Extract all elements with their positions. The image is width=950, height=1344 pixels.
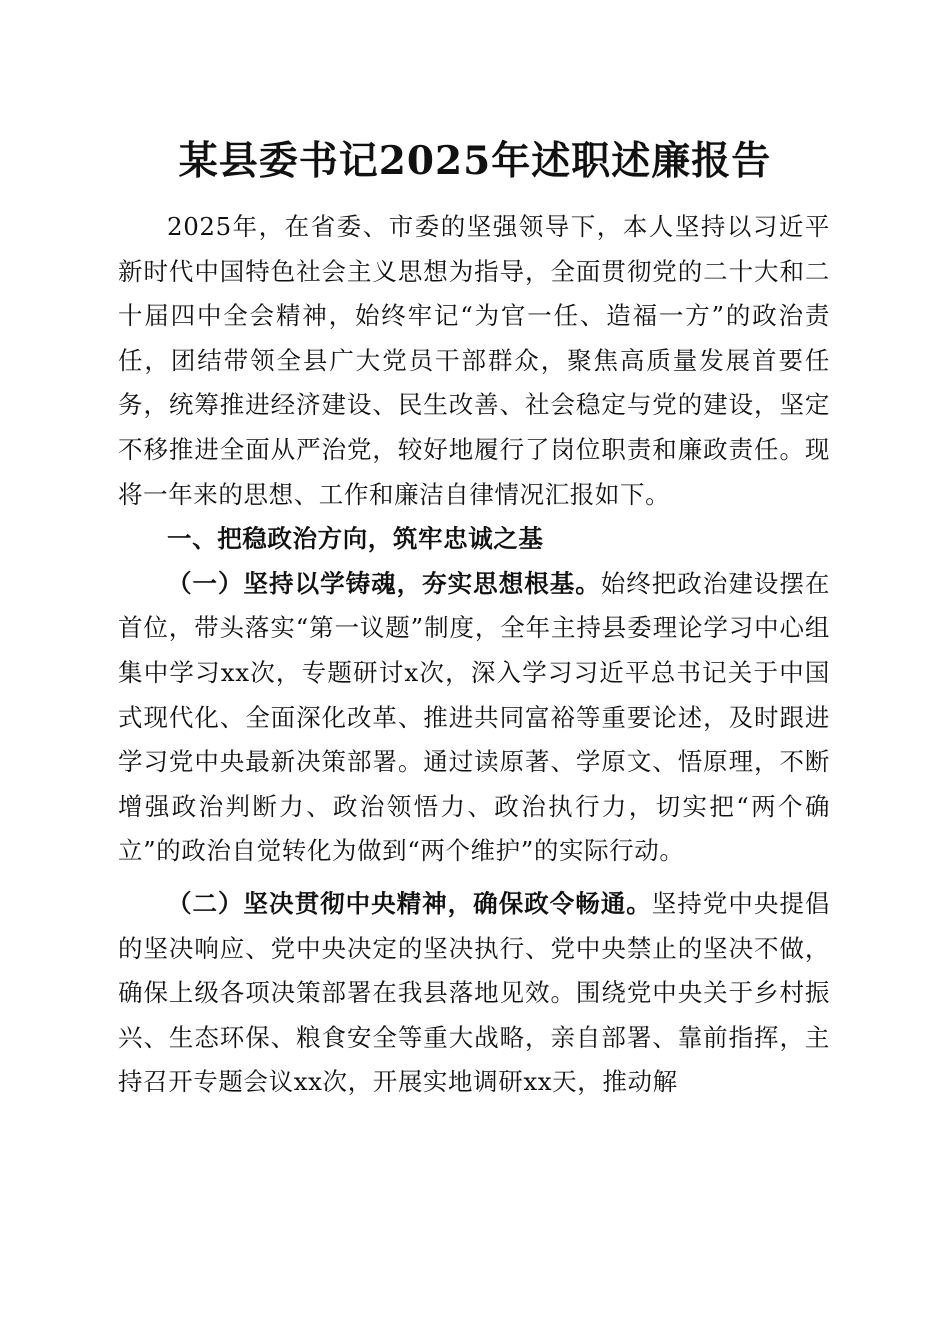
document-body	[118, 205, 830, 1105]
intro-paragraph: 2025年，在省委、市委的坚强领导下，本人坚持以习近平新时代中国特色社会主义思想为指导，全面贯彻党的二十大和二十届四中全会精神，始终牢记“为官一任、造福一方”的政治责任，团结带领全县广大党员干部群众，聚焦高质量发展首要任务，统筹推进经济建设、民生改善、社会稳定与党的建设，坚定不移推进全面从严治党，较好地履行了岗位职责和廉政责任。现将一年来的思想、工作和廉洁自律情况汇报如下。	[118, 212, 830, 509]
item-text-2: 坚持党中央提倡的坚决响应、党中央决定的坚决执行、党中央禁止的坚决不做，确保上级各项决策部署在我县落地见效。围绕党中央关于乡村振兴、生态环保、粮食安全等重大战略，亲自部署、靠前指挥，主持召开专题会议xx次，开展实地调研xx天，推动解	[118, 888, 830, 1097]
item-paragraph-2	[118, 882, 830, 1105]
paragraph-gap	[118, 874, 830, 882]
item-text-1: 始终把政治建设摆在首位，带头落实“第一议题”制度，全年主持县委理论学习中心组集中学习xx次，专题研讨x次，深入学习习近平总书记关于中国式现代化、全面深化改革、推进共同富裕等重要论述，及时跟进学习党中央最新决策部署。通过读原著、学原文、悟原理，不断增强政治判断力、政治领悟力、政治执行力，切实把“两个确立”的政治自觉转化为做到“两个维护”的实际行动。	[118, 568, 830, 866]
item-lead-1: （一）坚持以学铸魂，夯实思想根基。	[167, 568, 601, 598]
item-lead-2: （二）坚决贯彻中央精神，确保政令畅通。	[167, 888, 652, 918]
section-heading: 一、把稳政治方向，筑牢忠诚之基	[167, 524, 544, 554]
document-title: 某县委书记2025年述职述廉报告	[178, 138, 772, 184]
item-paragraph-1	[118, 562, 830, 874]
